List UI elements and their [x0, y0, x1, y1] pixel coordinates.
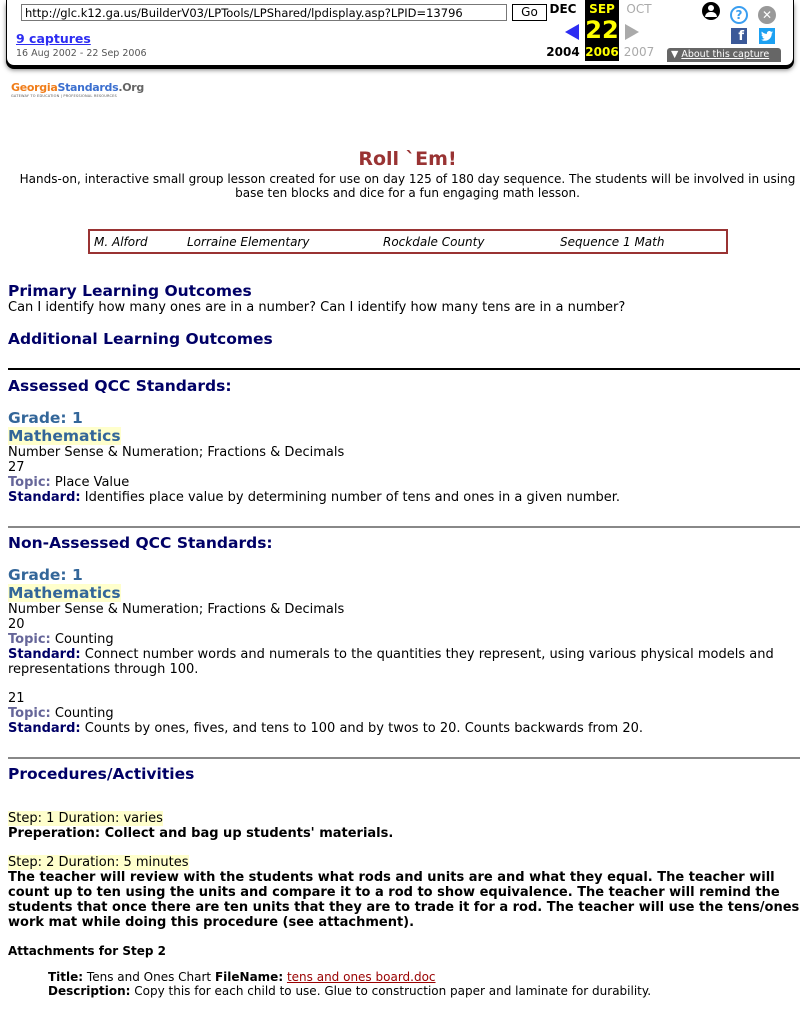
nonassessed-item-standard — [8, 721, 643, 736]
step-header: Step: 2 Duration: 5 minutes — [8, 855, 189, 870]
prev-month-label: DEC — [549, 2, 577, 16]
title-label: Title: — [48, 970, 84, 984]
nonassessed-item-standard — [8, 647, 774, 662]
additional-outcomes-heading: Additional Learning Outcomes — [8, 330, 273, 348]
next-year-label: 2007 — [623, 45, 655, 59]
nonassessed-standards-heading: Non-Assessed QCC Standards: — [8, 534, 273, 552]
logo-text-georgia: Georgia — [11, 81, 58, 94]
filename-label: FileName: — [214, 970, 284, 984]
attachment-title-line — [48, 970, 436, 984]
user-account-icon[interactable] — [702, 2, 720, 20]
about-capture-label: About this capture — [681, 49, 770, 60]
primary-outcomes-text: Can I identify how many ones are in a number? Can I identify how many tens are in a number? — [8, 300, 626, 315]
next-capture-arrow-icon — [625, 24, 639, 40]
next-month-label: OCT — [626, 2, 652, 16]
captures-link[interactable]: 9 captures — [16, 31, 91, 46]
nonassessed-grade: Grade: 1 — [8, 566, 83, 584]
close-icon[interactable]: ✕ — [758, 6, 776, 24]
attachment-file-link[interactable]: tens and ones board.doc — [286, 970, 436, 984]
attachments-heading: Attachments for Step 2 — [8, 944, 166, 958]
assessed-strand: Number Sense & Numeration; Fractions & Decimals — [8, 445, 345, 460]
divider — [8, 368, 800, 370]
nonassessed-strand: Number Sense & Numeration; Fractions & Decimals — [8, 602, 345, 617]
standard-label: Standard: — [8, 647, 81, 662]
nonassessed-item-topic — [8, 706, 114, 721]
prev-year-label[interactable]: 2004 — [546, 45, 580, 59]
step-header: Step: 1 Duration: varies — [8, 811, 163, 826]
standard-value: Connect number words and numerals to the quantities they represent, using various physical models and — [84, 647, 774, 662]
nonassessed-subject: Mathematics — [8, 584, 121, 602]
attachment-description: Copy this for each child to use. Glue to construction paper and laminate for durability. — [134, 984, 652, 998]
prev-capture-arrow-icon[interactable] — [565, 24, 579, 40]
dropdown-triangle-icon: ▼ — [671, 49, 679, 60]
assessed-item-standard — [8, 490, 620, 505]
description-label: Description: — [48, 984, 131, 998]
topic-label: Topic: — [8, 632, 51, 647]
lesson-info-box — [88, 229, 728, 254]
topic-label: Topic: — [8, 706, 51, 721]
assessed-subject: Mathematics — [8, 427, 121, 445]
current-month-label: SEP — [589, 2, 615, 16]
standard-label: Standard: — [8, 490, 81, 505]
standard-value: Identifies place value by determining number of tens and ones in a given number. — [84, 490, 621, 505]
standard-label: Standard: — [8, 721, 81, 736]
assessed-item-topic — [8, 475, 129, 490]
divider — [8, 757, 800, 759]
nonassessed-item-number: 20 — [8, 617, 25, 632]
capture-date-range: 16 Aug 2002 - 22 Sep 2006 — [16, 48, 147, 59]
divider — [8, 526, 800, 528]
about-capture-button[interactable] — [667, 48, 781, 62]
step-body: The teacher will review with the students what rods and units are and what they equal. The teacher will count up to ten using the units and compare it to a rod to show equivalence. The teacher will remind the students that once there are ten units that they are to trade it for a rod. The teacher will use the tens/ones work mat while doing this procedure (see attachment). — [8, 870, 800, 930]
georgia-standards-logo[interactable] — [11, 81, 144, 100]
assessed-standards-heading: Assessed QCC Standards: — [8, 377, 232, 395]
current-day-label: 22 — [585, 16, 619, 44]
go-button[interactable]: Go — [512, 4, 547, 21]
lesson-intro: Hands-on, interactive small group lesson created for use on day 125 of 180 day sequence. The students will be involved in using base ten blocks and dice for a fun engaging math lesson. — [19, 172, 796, 200]
logo-text-org: .Org — [118, 81, 144, 94]
assessed-item-number: 27 — [8, 460, 25, 475]
facebook-icon[interactable]: f — [731, 28, 747, 44]
calendar-current — [585, 0, 619, 61]
procedures-heading: Procedures/Activities — [8, 765, 195, 783]
twitter-icon[interactable] — [759, 28, 775, 44]
logo-text-standards: Standards — [57, 81, 119, 94]
primary-outcomes-heading: Primary Learning Outcomes — [8, 282, 252, 300]
sequence: Sequence 1 Math — [560, 235, 665, 249]
attachment-description-line — [48, 984, 651, 998]
current-year-label: 2006 — [585, 45, 619, 59]
assessed-grade: Grade: 1 — [8, 409, 83, 427]
attachment-title: Tens and Ones Chart — [86, 970, 212, 984]
topic-value: Counting — [54, 632, 114, 647]
nonassessed-item-topic — [8, 632, 114, 647]
step-body: Preperation: Collect and bag up students' materials. — [8, 826, 394, 841]
school: Lorraine Elementary — [187, 235, 310, 249]
logo-tagline: GATEWAY TO EDUCATION | PROFESSIONAL RESOURCES — [11, 94, 117, 98]
author: M. Alford — [94, 235, 148, 249]
topic-value: Place Value — [54, 475, 130, 490]
nonassessed-item-standard-cont: representations through 100. — [8, 662, 199, 677]
topic-label: Topic: — [8, 475, 51, 490]
standard-value: Counts by ones, fives, and tens to 100 and by twos to 20. Counts backwards from 20. — [84, 721, 644, 736]
lesson-title: Roll `Em! — [358, 148, 457, 170]
nonassessed-item-number: 21 — [8, 691, 25, 706]
county: Rockdale County — [383, 235, 485, 249]
help-icon[interactable]: ? — [730, 6, 748, 24]
topic-value: Counting — [54, 706, 114, 721]
url-input[interactable]: http://glc.k12.ga.us/BuilderV03/LPTools/LPShared/lpdisplay.asp?LPID=13796 — [21, 4, 507, 21]
